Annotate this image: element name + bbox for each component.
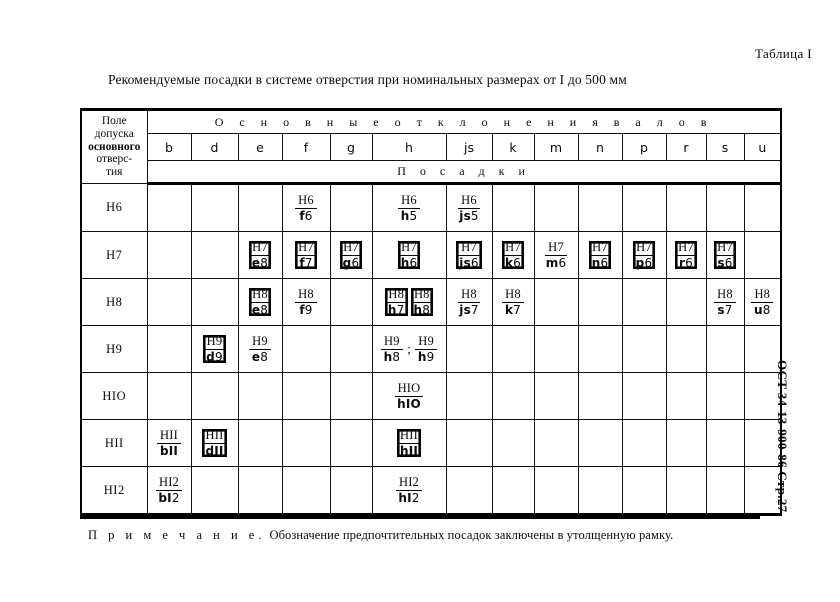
- column-header-u: u: [744, 134, 781, 161]
- fit-shaft: s7: [717, 302, 733, 317]
- cell-Н6-p: [622, 184, 666, 232]
- column-header-f: f: [282, 134, 330, 161]
- fit-shaft: k7: [504, 302, 522, 317]
- row-label-Н8: Н8: [81, 279, 147, 326]
- stub-line: отверс-: [96, 153, 133, 166]
- cell-НII-u: [744, 420, 781, 467]
- fit-shaft: h9: [417, 349, 435, 364]
- fit-hole: H7: [714, 241, 736, 256]
- table-number: Таблица I: [754, 46, 812, 61]
- column-header-n: n: [578, 134, 622, 161]
- cell-НI2-d: [191, 467, 238, 515]
- footnote: [88, 528, 673, 543]
- cell-НII-d: [191, 420, 238, 467]
- cell-НII-s: [706, 420, 744, 467]
- cell-НIO-d: [191, 373, 238, 420]
- fit-hole: H9: [415, 335, 437, 350]
- cell-Н8-m: [534, 279, 578, 326]
- footnote-label: П р и м е ч а н и е.: [88, 528, 266, 542]
- fit-hole: H6: [398, 194, 420, 209]
- cell-Н9-e: [238, 326, 282, 373]
- fit-group: [373, 186, 446, 230]
- row-label-Н6: Н6: [81, 184, 147, 232]
- fit-hole: H7: [295, 241, 317, 256]
- cell-Н7-n: [578, 232, 622, 279]
- cell-Н9-r: [666, 326, 706, 373]
- table-row: [81, 326, 781, 373]
- cell-НII-r: [666, 420, 706, 467]
- cell-НI2-g: [330, 467, 372, 515]
- cell-Н8-f: [282, 279, 330, 326]
- fit-group: [373, 280, 446, 324]
- fit-hole: H8: [295, 288, 317, 303]
- cell-НI2-h: [372, 467, 446, 515]
- fit-hole: H9: [381, 335, 403, 350]
- cell-Н8-h: [372, 279, 446, 326]
- cell-Н9-js: [446, 326, 492, 373]
- fit-shaft: e8: [251, 255, 269, 270]
- fit-group: [239, 280, 282, 324]
- fit-hole: H7: [545, 241, 567, 256]
- fit-shaft: m6: [545, 255, 567, 270]
- cell-НIO-f: [282, 373, 330, 420]
- cell-НIO-g: [330, 373, 372, 420]
- fits-table: [80, 108, 782, 516]
- fit-hole: H6: [458, 194, 480, 209]
- fit-group: [447, 233, 492, 277]
- fit-shaft: n6: [591, 255, 609, 270]
- table-row: [81, 232, 781, 279]
- fit-hole: H7: [458, 241, 480, 256]
- table-row: [81, 184, 781, 232]
- fit-group: [373, 327, 446, 371]
- fit-hole: H8: [385, 288, 407, 303]
- cell-НI2-e: [238, 467, 282, 515]
- cell-Н9-n: [578, 326, 622, 373]
- fit-shaft: d9: [206, 349, 223, 364]
- cell-НI2-m: [534, 467, 578, 515]
- fit-group: [192, 327, 238, 371]
- preferred-fit: [249, 288, 271, 316]
- fit: [249, 335, 271, 363]
- fits-band-row: [81, 161, 781, 184]
- cell-Н8-u: [744, 279, 781, 326]
- fit-group: [535, 233, 578, 277]
- fit-shaft: f7: [299, 255, 313, 270]
- fit-shaft: bI2: [158, 490, 180, 505]
- fit-hole: H7: [675, 241, 697, 256]
- cell-НIO-e: [238, 373, 282, 420]
- fit-group: [707, 280, 744, 324]
- fit: [456, 288, 482, 316]
- fit: [381, 335, 404, 363]
- fit-group: [373, 421, 446, 465]
- fit-hole: H7: [502, 241, 524, 256]
- fit-hole: H7: [340, 241, 362, 256]
- cell-Н6-b: [147, 184, 191, 232]
- fit-group: [373, 233, 446, 277]
- stub-header: [81, 110, 147, 184]
- preferred-fit: [249, 241, 271, 269]
- preferred-fit: [203, 335, 226, 363]
- cell-НII-e: [238, 420, 282, 467]
- fit-hole: HII: [157, 429, 181, 444]
- fit-shaft: js7: [459, 302, 479, 317]
- cell-НI2-s: [706, 467, 744, 515]
- fit-hole: H9: [204, 335, 226, 350]
- fit-hole: HII: [203, 429, 227, 444]
- fit-group: [331, 233, 372, 277]
- cell-Н9-g: [330, 326, 372, 373]
- fit-group: [283, 233, 330, 277]
- table-caption: Рекомендуемые посадки в системе отверстия при номинальных размерах от I до 500 мм: [108, 72, 627, 87]
- fit-group: [148, 468, 191, 512]
- header-group-row: [81, 110, 781, 134]
- fit: [155, 476, 182, 504]
- cell-Н6-h: [372, 184, 446, 232]
- preferred-fit: [398, 241, 421, 269]
- table-row: [81, 279, 781, 326]
- cell-НIO-p: [622, 373, 666, 420]
- table-head: [81, 110, 781, 184]
- cell-Н6-k: [492, 184, 534, 232]
- fit-group: [373, 374, 446, 418]
- fit: [543, 241, 570, 269]
- fit-hole: HI2: [396, 476, 422, 491]
- cell-Н9-f: [282, 326, 330, 373]
- fit: [415, 335, 438, 363]
- cell-НI2-u: [744, 467, 781, 515]
- fit-group: [745, 280, 781, 324]
- fit: [157, 429, 181, 457]
- fit-shaft: f6: [299, 208, 313, 223]
- cell-Н7-g: [330, 232, 372, 279]
- cell-Н8-p: [622, 279, 666, 326]
- cell-Н6-g: [330, 184, 372, 232]
- cell-Н6-u: [744, 184, 781, 232]
- preferred-fit: [411, 288, 434, 316]
- fit: [714, 288, 736, 316]
- cell-Н7-r: [666, 232, 706, 279]
- fit-hole: H8: [249, 288, 271, 303]
- fit-hole: H7: [398, 241, 420, 256]
- preferred-fit: [397, 429, 421, 457]
- row-label-НIO: НIO: [81, 373, 147, 420]
- cell-НIO-r: [666, 373, 706, 420]
- fit-group: [623, 233, 666, 277]
- fit-shaft: h7: [387, 302, 405, 317]
- fit: [394, 382, 424, 410]
- cell-Н8-k: [492, 279, 534, 326]
- cell-Н7-e: [238, 232, 282, 279]
- cell-Н7-d: [191, 232, 238, 279]
- fit: [398, 194, 421, 222]
- fit-shaft: e8: [251, 349, 269, 364]
- row-label-НII: НII: [81, 420, 147, 467]
- cell-НIO-n: [578, 373, 622, 420]
- cell-НII-h: [372, 420, 446, 467]
- preferred-fit: [340, 241, 363, 269]
- column-header-s: s: [706, 134, 744, 161]
- column-letters-row: [81, 134, 781, 161]
- cell-Н8-d: [191, 279, 238, 326]
- column-header-k: k: [492, 134, 534, 161]
- cell-НII-b: [147, 420, 191, 467]
- fit: [456, 194, 482, 222]
- fit-group: [239, 327, 282, 371]
- cell-НII-n: [578, 420, 622, 467]
- cell-Н7-js: [446, 232, 492, 279]
- column-header-h: h: [372, 134, 446, 161]
- preferred-fit: [589, 241, 612, 269]
- fit-shaft: dII: [205, 443, 224, 458]
- cell-Н7-p: [622, 232, 666, 279]
- fit-hole: H8: [502, 288, 524, 303]
- cell-НI2-b: [147, 467, 191, 515]
- standard-code-sidebar: ОСТ 34-13-900-86 Стр.27: [775, 360, 790, 513]
- cell-Н6-m: [534, 184, 578, 232]
- cell-НIO-h: [372, 373, 446, 420]
- fit-hole: H8: [411, 288, 433, 303]
- fit-hole: H7: [633, 241, 655, 256]
- fit: [395, 476, 422, 504]
- cell-Н6-s: [706, 184, 744, 232]
- fit-hole: H7: [589, 241, 611, 256]
- fit-group: [373, 468, 446, 512]
- column-header-b: b: [147, 134, 191, 161]
- fit-group: [283, 280, 330, 324]
- cell-НI2-n: [578, 467, 622, 515]
- cell-НIO-u: [744, 373, 781, 420]
- column-header-m: m: [534, 134, 578, 161]
- fit-shaft: js6: [459, 255, 479, 270]
- cell-НII-js: [446, 420, 492, 467]
- fit: [295, 194, 317, 222]
- cell-НIO-m: [534, 373, 578, 420]
- cell-Н8-e: [238, 279, 282, 326]
- cell-НI2-f: [282, 467, 330, 515]
- stub-line: Поле: [101, 114, 127, 127]
- group-header-deviations: О с н о в н ы е о т к л о н е н и я в а л о в: [147, 110, 781, 134]
- fit-shaft: k6: [504, 255, 522, 270]
- fit-hole: H9: [249, 335, 271, 350]
- cell-НII-g: [330, 420, 372, 467]
- column-header-p: p: [622, 134, 666, 161]
- fit-shaft: bII: [159, 443, 179, 458]
- column-header-g: g: [330, 134, 372, 161]
- table-row: [81, 420, 781, 467]
- cell-Н9-b: [147, 326, 191, 373]
- preferred-fit: [295, 241, 317, 269]
- cell-НI2-js: [446, 467, 492, 515]
- cell-Н6-e: [238, 184, 282, 232]
- fit-shaft: hII: [399, 443, 419, 458]
- fit-hole: HII: [397, 429, 421, 444]
- footnote-rule: [80, 516, 760, 519]
- cell-Н8-n: [578, 279, 622, 326]
- cell-Н8-b: [147, 279, 191, 326]
- cell-Н9-k: [492, 326, 534, 373]
- footnote-body: Обозначение предпочтительных посадок заключены в утолщенную рамку.: [269, 528, 674, 542]
- fit-group: [148, 421, 191, 465]
- fit-shaft: r6: [679, 255, 693, 270]
- cell-Н8-s: [706, 279, 744, 326]
- cell-Н7-m: [534, 232, 578, 279]
- fit-hole: H6: [295, 194, 317, 209]
- stub-line: допуска: [94, 127, 134, 140]
- preferred-fit: [456, 241, 482, 269]
- fit-shaft: e8: [251, 302, 269, 317]
- cell-Н8-js: [446, 279, 492, 326]
- preferred-fit: [502, 241, 524, 269]
- column-header-js: js: [446, 134, 492, 161]
- fit-shaft: js5: [459, 208, 479, 223]
- cell-Н9-s: [706, 326, 744, 373]
- cell-НIO-b: [147, 373, 191, 420]
- fit-shaft: u8: [754, 302, 771, 317]
- cell-Н8-r: [666, 279, 706, 326]
- fit-shaft: h8: [413, 302, 431, 317]
- cell-Н6-d: [191, 184, 238, 232]
- fit-hole: H7: [249, 241, 271, 256]
- fit-group: [239, 233, 282, 277]
- fit-group: [707, 233, 744, 277]
- fit: [295, 288, 317, 316]
- preferred-fit: [633, 241, 656, 269]
- cell-Н9-u: [744, 326, 781, 373]
- stub-line: основного: [88, 140, 141, 153]
- cell-Н7-f: [282, 232, 330, 279]
- column-header-r: r: [666, 134, 706, 161]
- fit-shaft: h6: [400, 255, 418, 270]
- cell-Н6-f: [282, 184, 330, 232]
- cell-НIO-js: [446, 373, 492, 420]
- fit-shaft: s6: [717, 255, 733, 270]
- fit-shaft: f9: [299, 302, 313, 317]
- cell-НIO-k: [492, 373, 534, 420]
- fit-shaft: g6: [342, 255, 360, 270]
- cell-Н7-b: [147, 232, 191, 279]
- cell-НII-f: [282, 420, 330, 467]
- cell-Н9-d: [191, 326, 238, 373]
- fit: [502, 288, 524, 316]
- fit-group: [667, 233, 706, 277]
- fit-hole: H8: [751, 288, 773, 303]
- preferred-fit: [675, 241, 697, 269]
- fit-separator: ;: [407, 341, 411, 356]
- cell-НII-p: [622, 420, 666, 467]
- row-label-Н7: Н7: [81, 232, 147, 279]
- cell-Н9-p: [622, 326, 666, 373]
- cell-Н7-h: [372, 232, 446, 279]
- cell-Н7-u: [744, 232, 781, 279]
- fit-shaft: hI2: [398, 490, 420, 505]
- cell-Н7-k: [492, 232, 534, 279]
- preferred-fit: [714, 241, 736, 269]
- table-row: [81, 373, 781, 420]
- cell-НI2-p: [622, 467, 666, 515]
- column-header-d: d: [191, 134, 238, 161]
- cell-Н9-h: [372, 326, 446, 373]
- preferred-fit: [202, 429, 226, 457]
- fit-group: [579, 233, 622, 277]
- fit-hole: H8: [714, 288, 736, 303]
- stub-line: тия: [106, 166, 123, 179]
- fit-shaft: hIO: [397, 396, 421, 411]
- preferred-fit: [385, 288, 408, 316]
- fit-shaft: h5: [400, 208, 418, 223]
- fit-group: [447, 280, 492, 324]
- fit: [751, 288, 774, 316]
- cell-НII-m: [534, 420, 578, 467]
- band-label-fits: П о с а д к и: [147, 161, 781, 184]
- table-row: [81, 467, 781, 515]
- cell-НI2-k: [492, 467, 534, 515]
- fit-hole: HIO: [395, 382, 424, 397]
- row-label-НI2: НI2: [81, 467, 147, 515]
- cell-Н9-m: [534, 326, 578, 373]
- fit-shaft: p6: [635, 255, 653, 270]
- column-header-e: e: [238, 134, 282, 161]
- fit-hole: H8: [458, 288, 480, 303]
- fit-group: [192, 421, 238, 465]
- cell-Н8-g: [330, 279, 372, 326]
- fit-group: [447, 186, 492, 230]
- cell-Н7-s: [706, 232, 744, 279]
- cell-Н6-r: [666, 184, 706, 232]
- cell-Н6-js: [446, 184, 492, 232]
- cell-НI2-r: [666, 467, 706, 515]
- row-label-Н9: Н9: [81, 326, 147, 373]
- fit-shaft: h8: [383, 349, 401, 364]
- fit-group: [493, 233, 534, 277]
- table-body: [81, 184, 781, 515]
- cell-НIO-s: [706, 373, 744, 420]
- fit-group: [283, 186, 330, 230]
- cell-Н6-n: [578, 184, 622, 232]
- cell-НII-k: [492, 420, 534, 467]
- fit-group: [493, 280, 534, 324]
- fit-hole: HI2: [156, 476, 182, 491]
